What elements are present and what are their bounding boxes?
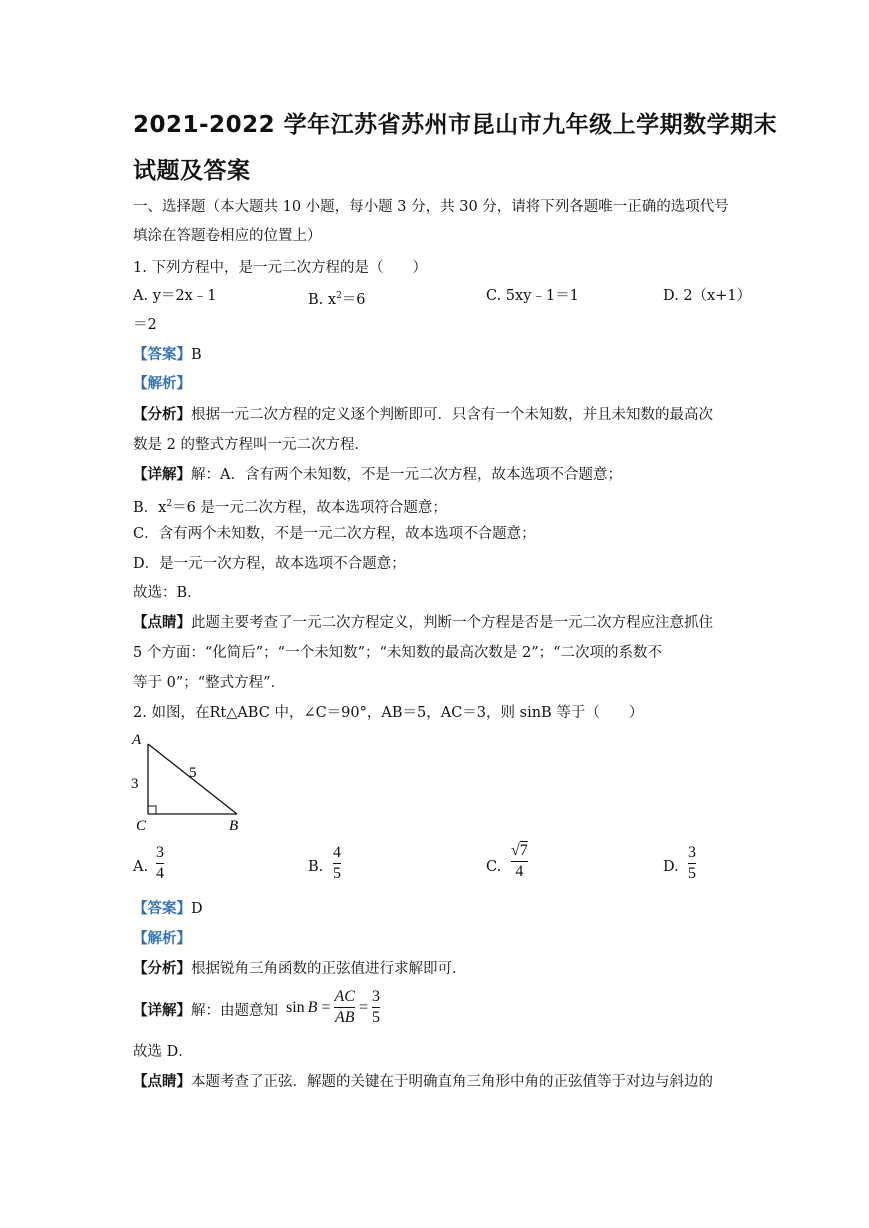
- q2-fenxi: 【分析】根据锐角三角函数的正弦值进行求解即可．: [133, 960, 467, 977]
- q1-fenxi-line2: 数是 2 的整式方程叫一元二次方程．: [133, 437, 369, 453]
- vertex-label-a: A: [132, 732, 142, 748]
- q2-triangle-figure: [128, 728, 258, 836]
- q1-xiangjie-line4: D．是一元一次方程，故本选项不合题意；: [133, 556, 406, 572]
- q2-option-a-fraction: 3 4: [156, 844, 164, 882]
- side-label-ac: 3: [131, 776, 139, 792]
- q2-stem: 2. 如图，在Rt△ABC 中，∠C＝90°，AB＝5，AC＝3，则 sinB 等于（ ）: [133, 705, 644, 721]
- q2-choose: 故选 D．: [133, 1044, 193, 1060]
- doc-title-line1: 2021-2022 学年江苏省苏州市昆山市九年级上学期数学期末: [133, 112, 778, 138]
- q2-option-b-fraction: 4 5: [333, 844, 341, 882]
- q1-xiangjie-line3: C．含有两个未知数，不是一元二次方程，故本选项不合题意；: [133, 526, 536, 542]
- q1-choose: 故选：B．: [133, 585, 202, 601]
- vertex-label-b: B: [229, 818, 239, 834]
- q2-dianjing: 【点睛】本题考查了正弦．解题的关键在于明确直角三角形中角的正弦值等于对边与斜边的: [133, 1073, 713, 1090]
- q2-option-d-label: D.: [663, 859, 679, 875]
- q2-analysis-tag: 【解析】: [133, 930, 191, 947]
- doc-title-line2: 试题及答案: [133, 158, 251, 184]
- q2-option-c-label: C.: [486, 859, 502, 875]
- q1-option-a: A. y＝2x﹣1: [133, 288, 217, 304]
- q2-xiangjie: 【详解】解：由题意知: [133, 1002, 278, 1019]
- side-label-ab: 5: [189, 765, 197, 781]
- q1-option-d-cont: ＝2: [133, 317, 157, 333]
- q1-dianjing-line1: 【点睛】此题主要考查了一元二次方程定义，判断一个方程是否是一元二次方程应注意抓住: [133, 614, 713, 631]
- q2-answer: 【答案】D: [133, 900, 203, 917]
- q1-analysis-tag: 【解析】: [133, 375, 191, 392]
- q2-formula: sin B = AC AB = 3 5: [286, 988, 380, 1026]
- section-heading-line1: 一、选择题（本大题共 10 小题，每小题 3 分，共 30 分，请将下列各题唯一正确的选项代号: [133, 199, 729, 215]
- q1-option-c: C. 5xy﹣1＝1: [486, 288, 579, 304]
- q1-answer: 【答案】B: [133, 346, 202, 363]
- q1-option-b: B. $x^2=6$: [308, 291, 366, 308]
- q1-stem: 1. 下列方程中，是一元二次方程的是（ ）: [133, 260, 427, 276]
- q1-option-d: D. 2（x+1）: [663, 288, 752, 304]
- q2-option-c-fraction: √7 4: [511, 842, 528, 880]
- vertex-label-c: C: [136, 818, 147, 834]
- q1-xiangjie-line2: B．$x^2=6$ 是一元二次方程，故本选项符合题意；: [133, 499, 447, 516]
- q2-option-a-label: A.: [133, 859, 149, 875]
- q2-option-d-fraction: 3 5: [688, 844, 696, 882]
- q1-dianjing-line2: 5 个方面：“化简后”；“一个未知数”；“未知数的最高次数是 2”；“二次项的系数不: [133, 645, 663, 661]
- q1-xiangjie-line1: 【详解】解：A．含有两个未知数，不是一元二次方程，故本选项不合题意；: [133, 466, 622, 483]
- q1-fenxi-line1: 【分析】根据一元二次方程的定义逐个判断即可．只含有一个未知数，并且未知数的最高次: [133, 406, 713, 423]
- q2-option-b-label: B.: [308, 859, 324, 875]
- section-heading-line2: 填涂在答题卷相应的位置上）: [133, 228, 322, 244]
- right-angle-mark: [148, 806, 156, 814]
- q1-dianjing-line3: 等于 0”；“整式方程”．: [133, 675, 286, 691]
